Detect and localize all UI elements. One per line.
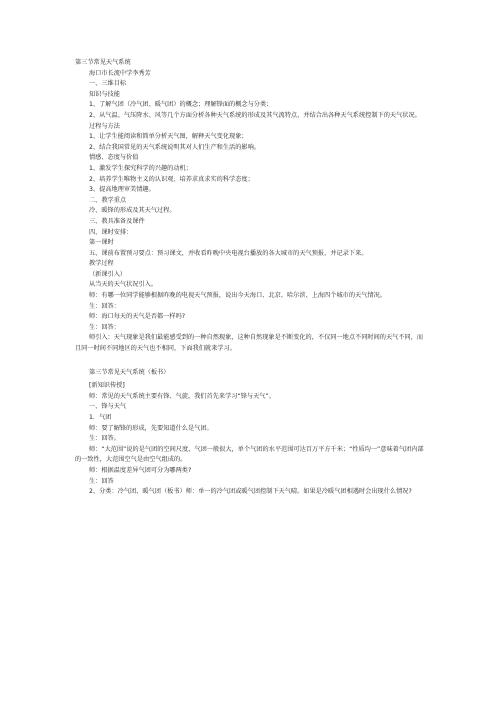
- dialogue-line: 师：要了解锋的形成，先要知道什么是气团。: [89, 424, 213, 432]
- dialogue-line: 2、分类：冷气团、暖气团（板书）师：单一的冷气团或暖气团控制下天气晴。如果是冷暖气团相遇时会出现什么情况?: [89, 488, 412, 496]
- document-body: [75, 58, 427, 498]
- section-heading: 五、课前布置预习要点：预习课文，并收看昨晚中央电视台播放的各大城市的天气预报，并记录下来。: [89, 249, 368, 257]
- list-item: 2、结合我国常见的天气系统说明其对人们生产和生活的影响。: [89, 143, 260, 151]
- paragraph: 第一课时: [89, 239, 114, 247]
- subsection-heading: 过程与方法: [89, 122, 120, 130]
- section-heading: 一、锋与天气: [89, 403, 127, 411]
- subsection-heading: 情感、态度与价值: [89, 154, 139, 162]
- subsection-heading: [新知识传授]: [89, 382, 125, 390]
- section-heading: 一、三维目标: [89, 80, 127, 88]
- dialogue-line: 师：“大范围”说的是气团的空间尺度，气团一般很大，单个气团的水平范围可达百万平方千米；“性质均一”意味着气团内部的一致性，大范围空气是由空气组成的。: [75, 445, 424, 464]
- document-title: 第三节常见天气系统: [75, 59, 131, 66]
- list-item: 1、激发学生探究科学的兴趣的动机；: [89, 164, 192, 172]
- section-heading: 四、课时安排：: [89, 228, 133, 236]
- paragraph: 从当天的天气状况引入。: [89, 281, 158, 289]
- list-item: 2、从气温、气压降水、风等几个方面分析各种天气系统的形成及其气流特点，并结合出各种天气系统控制下的天气状况。: [89, 111, 421, 119]
- dialogue-line: 生：回答: [89, 477, 114, 485]
- dialogue-line: 生：回答：: [89, 302, 120, 310]
- list-item: 1、了解气团（冷气团、暖气团）的概念；理解锋面的概念与分类；: [89, 101, 273, 109]
- paragraph: 冷、暖锋的形成及其天气过程。: [89, 207, 176, 215]
- dialogue-line: 师：海口每天的天气是否都一样吗?: [89, 313, 186, 321]
- dialogue-line: 师：常见的天气系统主要有锋、气旋，我们首先来学习“锋与天气”。: [89, 392, 275, 400]
- author-line: 海口市长流中学李秀芳: [89, 69, 151, 77]
- subsection-heading: 教学过程: [89, 260, 114, 268]
- subsection-heading: 1．气团: [89, 414, 112, 421]
- dialogue-line: 生：回答：: [89, 323, 120, 331]
- subsection-heading: 知识与技能: [89, 90, 120, 98]
- section-heading: 二、教学重点: [89, 196, 127, 204]
- section-heading: 三、教具准备及课件: [89, 217, 145, 225]
- dialogue-line: 生：回答。: [89, 435, 120, 443]
- paragraph: （新课引入）: [89, 270, 127, 278]
- dialogue-line: 师：根据温度差异气团可分为哪两类?: [89, 466, 192, 474]
- dialogue-line: 师：有哪一位同学能够根据昨晚的电视天气预报，说出今天海口、北京、哈尔滨、上海四个城市的天气情况。: [89, 292, 386, 300]
- list-item: 2、培养学生唯物主义的认识观、培养求真求实的科学态度；: [89, 175, 254, 183]
- dialogue-line: 师引入：天气现象是我们最能感受到的一种自然现象，这种自然现象是不断变化的，不仅同一地点不同时间的天气不同，而且同一时间不同地区的天气也不相同，下面我们就来学习。: [75, 334, 424, 353]
- board-title: 第三节常见天气系统（板书）: [89, 368, 170, 376]
- list-item: 3、提高地理审美情趣。: [89, 186, 155, 194]
- list-item: 1、让学生能阅读和简单分析天气图，解释天气变化现象；: [89, 133, 248, 141]
